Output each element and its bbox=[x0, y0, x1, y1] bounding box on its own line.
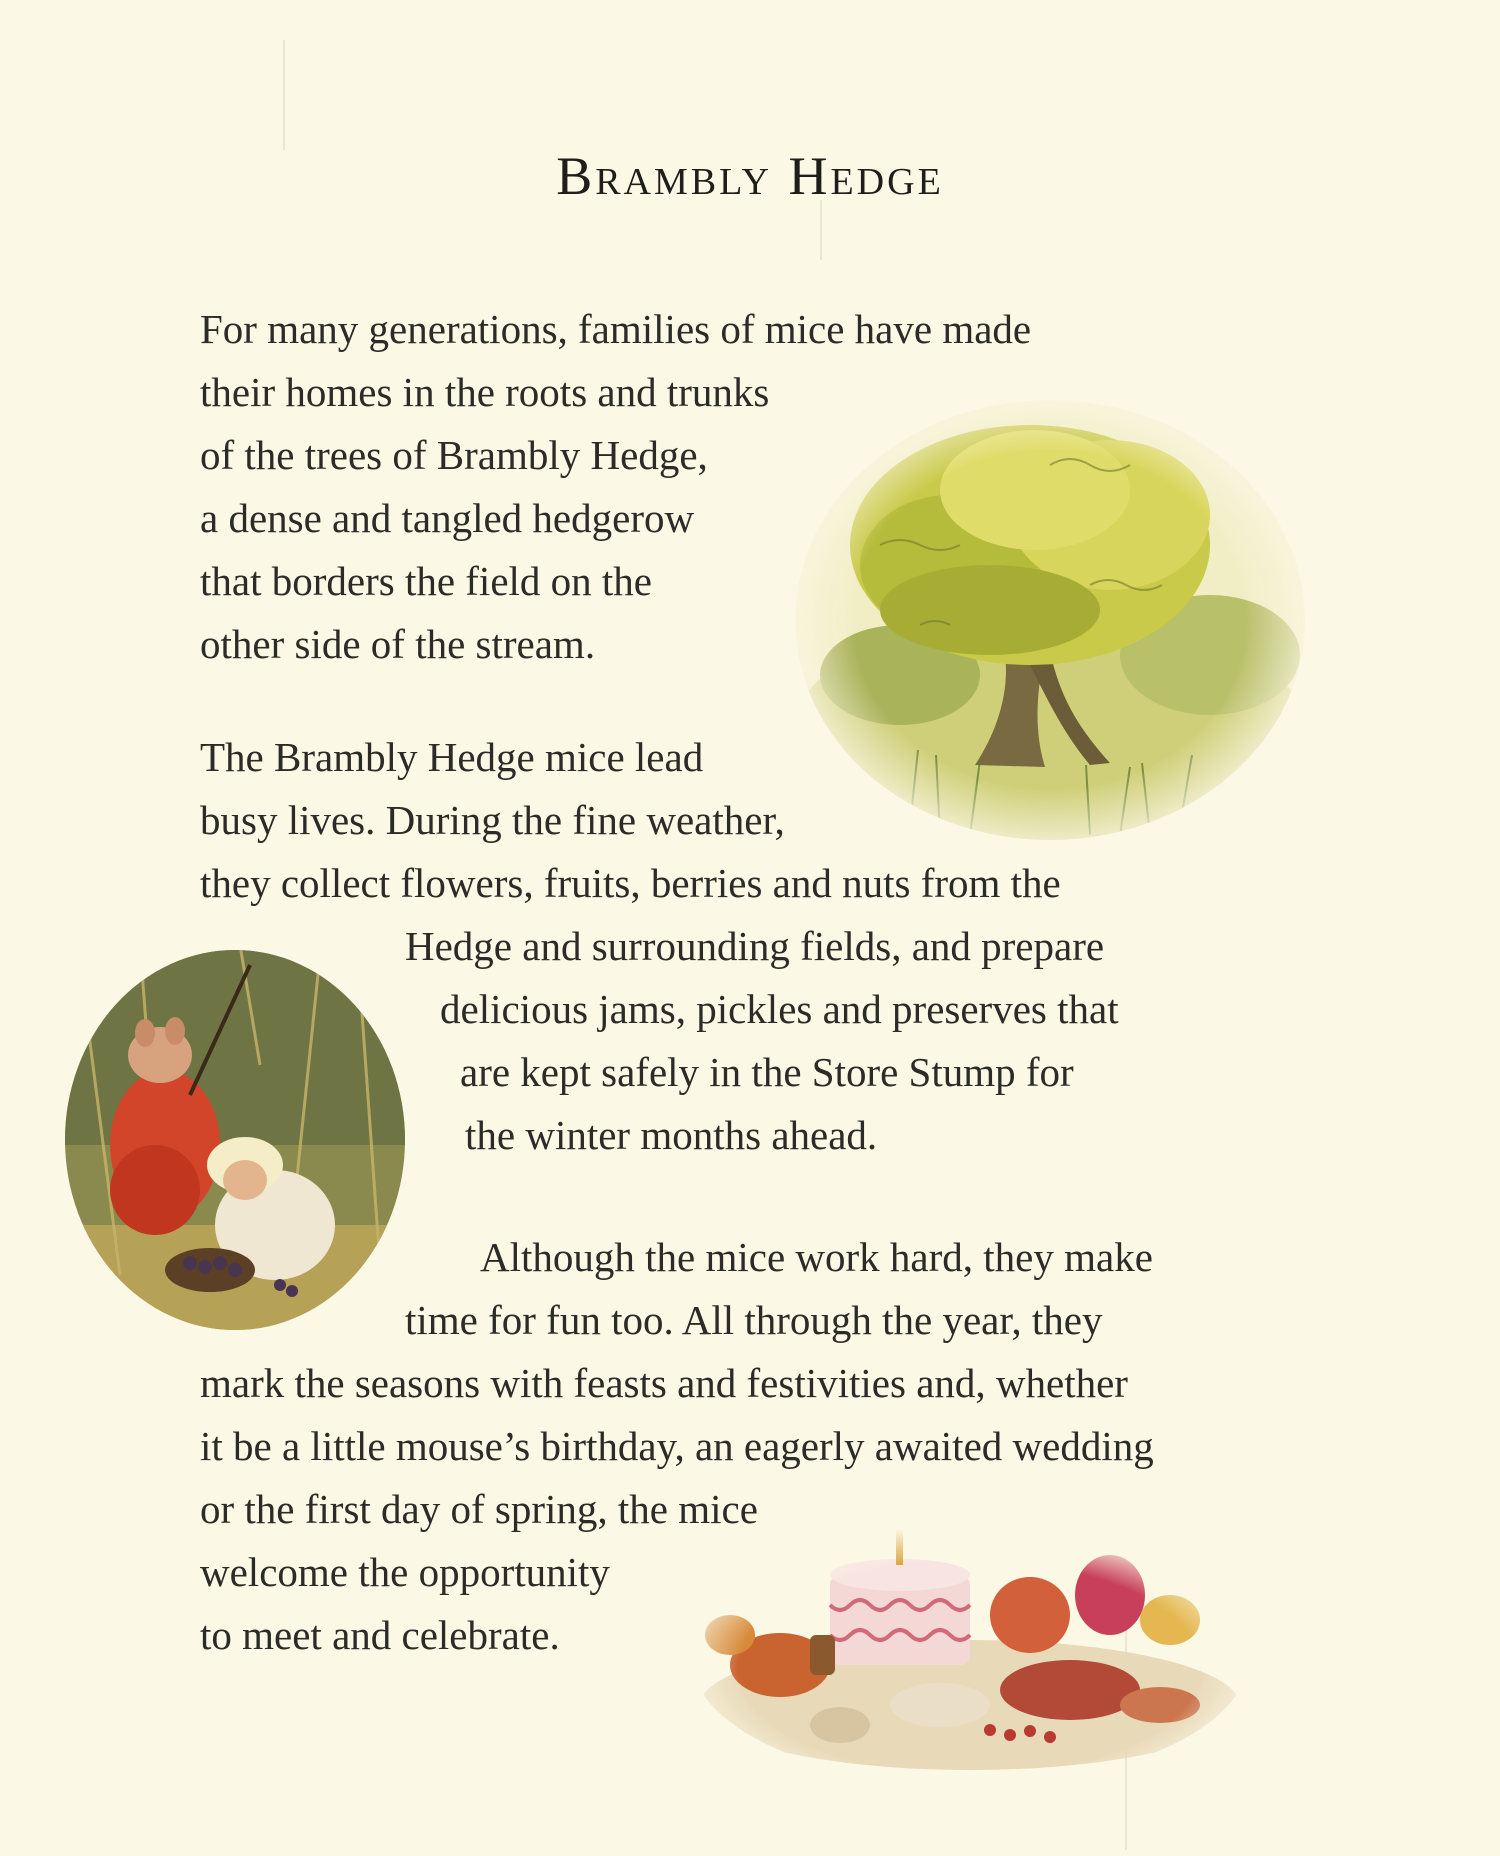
text-line: the winter months ahead. bbox=[465, 1112, 878, 1158]
text-line: are kept safely in the Store Stump for bbox=[460, 1049, 1074, 1095]
text-line: For many generations, families of mice have made bbox=[200, 306, 1032, 352]
text-line: Hedge and surrounding fields, and prepare bbox=[405, 923, 1105, 969]
mice-gathering-berries-illustration bbox=[60, 945, 410, 1335]
text-line: their homes in the roots and trunks bbox=[200, 369, 770, 415]
page-crease bbox=[820, 200, 822, 260]
text-line: or the first day of spring, the mice bbox=[200, 1486, 758, 1532]
text-line: other side of the stream. bbox=[200, 621, 596, 667]
text-line: welcome the opportunity bbox=[200, 1549, 610, 1595]
text-line: The Brambly Hedge mice lead bbox=[200, 734, 704, 780]
text-line: of the trees of Brambly Hedge, bbox=[200, 432, 708, 478]
text-line: they collect flowers, fruits, berries and nuts from the bbox=[200, 860, 1061, 906]
text-line: time for fun too. All through the year, they bbox=[405, 1297, 1103, 1343]
page-crease bbox=[283, 40, 285, 150]
birthday-feast-illustration bbox=[690, 1505, 1250, 1775]
text-line: it be a little mouse’s birthday, an eagerly awaited wedding bbox=[200, 1423, 1154, 1469]
text-line: mark the seasons with feasts and festivities and, whether bbox=[200, 1360, 1128, 1406]
text-line: Although the mice work hard, they make bbox=[480, 1234, 1153, 1280]
oak-tree-illustration bbox=[790, 395, 1310, 845]
text-line: to meet and celebrate. bbox=[200, 1612, 560, 1658]
text-line: a dense and tangled hedgerow bbox=[200, 495, 695, 541]
page-title: Brambly Hedge bbox=[556, 146, 944, 206]
text-line: busy lives. During the fine weather, bbox=[200, 797, 785, 843]
text-line: delicious jams, pickles and preserves that bbox=[440, 986, 1119, 1032]
text-line: that borders the field on the bbox=[200, 558, 653, 604]
